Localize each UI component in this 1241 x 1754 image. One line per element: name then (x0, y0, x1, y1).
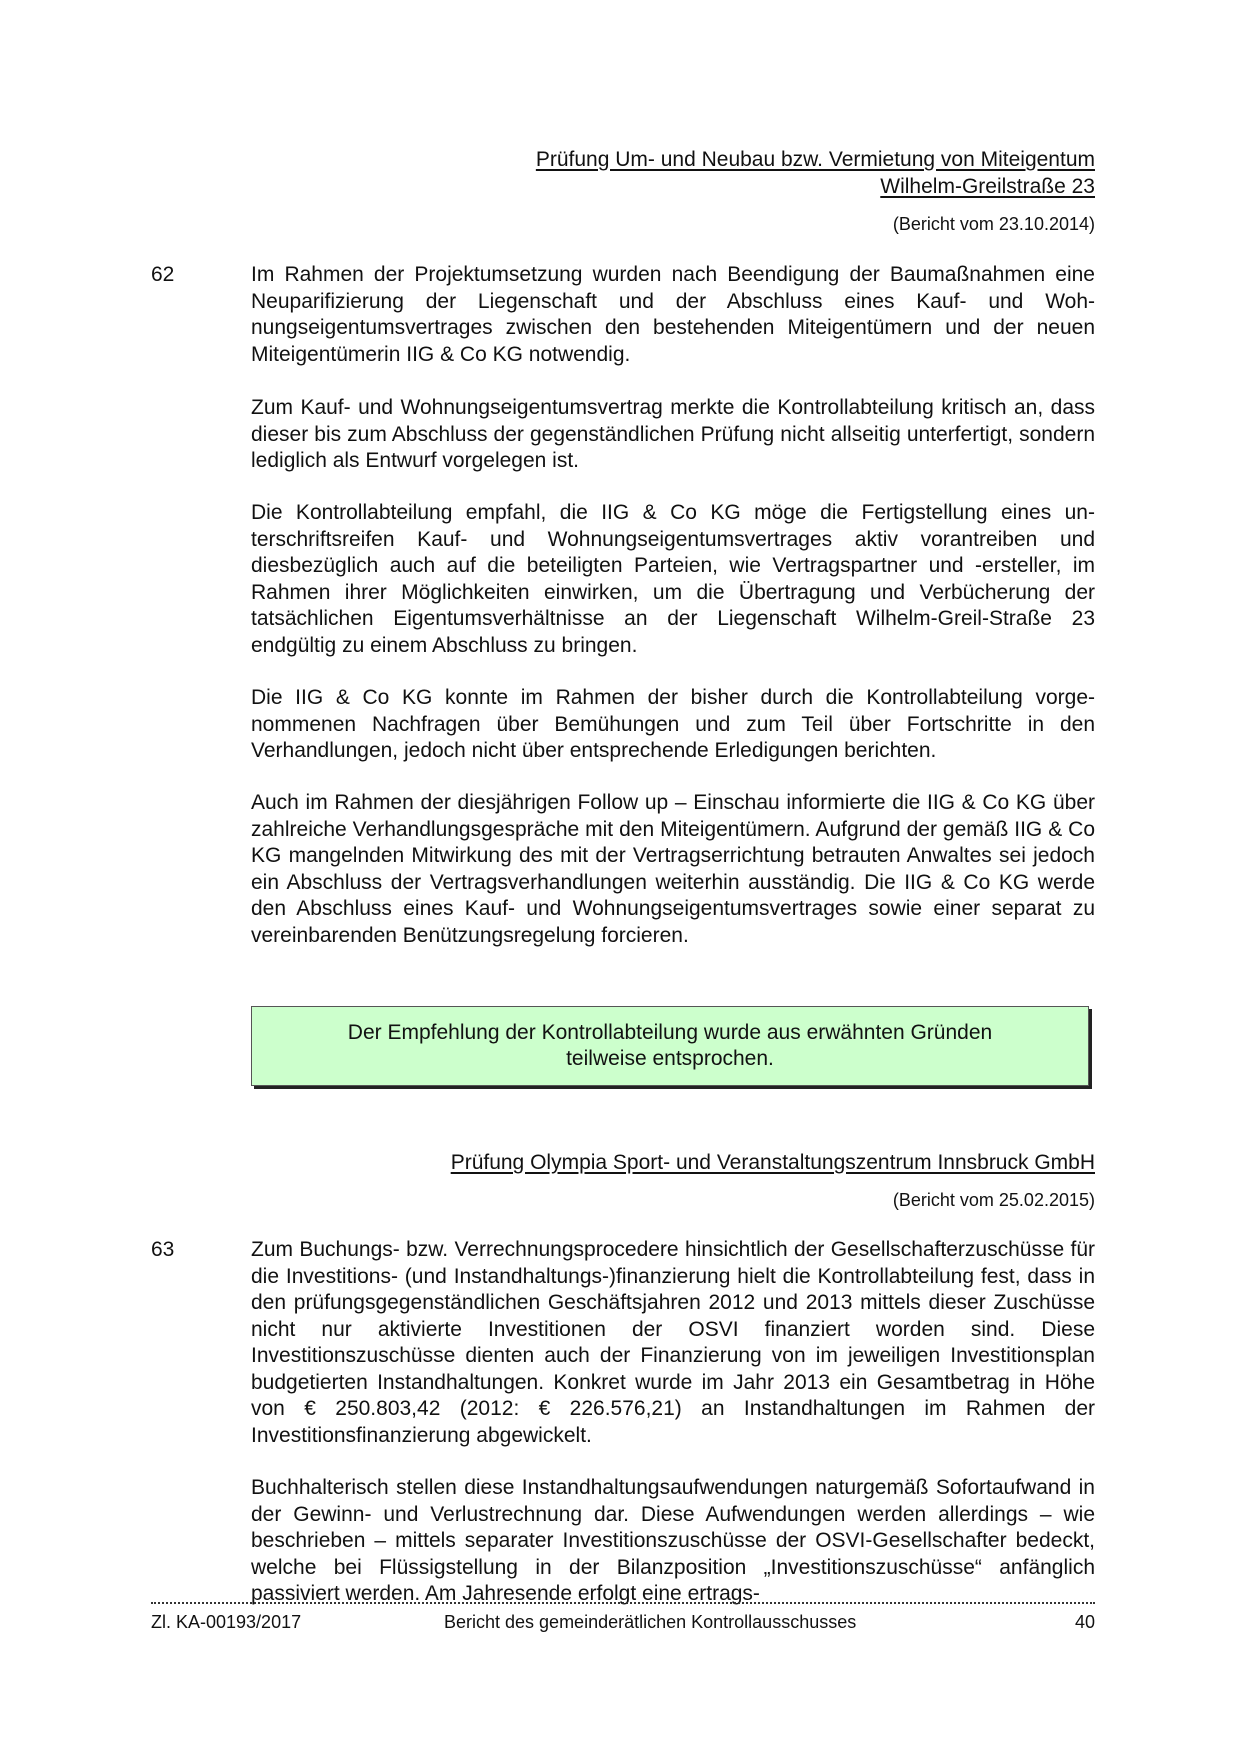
paragraph-number: 62 (151, 263, 175, 286)
paragraph-text: Buchhalterisch stellen diese Instandhaltungsaufwendungen naturgemäß Sofortaufwand in der Gewinn- und Verlustrechnung dar. Diese Aufwendungen werden allerdings – wie beschrieben – mittels separater Investitionszuschüsse der OSVI-Gesellschafter bedeckt, welche bei Flüssigstellung in der Bilanzposition „Investitionszuschüsse“ anfänglich passiviert werden. Am Jahresende erfolgt eine ertrags- (251, 1476, 1095, 1605)
footer-reference: Zl. KA-00193/2017 (151, 1612, 302, 1632)
recommendation-line-1: Der Empfehlung der Kontrollabteilung wurde aus erwähnten Gründen (347, 1020, 993, 1044)
paragraph-text: Zum Kauf- und Wohnungseigentumsvertrag merkte die Kontrollabteilung kritisch an, dass dieser bis zum Abschluss der gegenständlichen Prüfung nicht allseitig unterfertigt, sondern lediglich als Entwurf vorgelegen ist. (251, 396, 1095, 472)
section-heading-olympia (451, 1149, 1095, 1176)
report-date: (Bericht vom 25.02.2015) (892, 1190, 1095, 1210)
recommendation-line-2: teilweise entsprochen. (566, 1047, 774, 1070)
paragraph-text: Die IIG & Co KG konnte im Rahmen der bisher durch die Kontrollabteilung vorgenommenen Nachfragen über Bemühungen und zum Teil über Fortschritte in den Verhandlungen, jedoch nicht über entsprechende Erledigungen berichten. (251, 686, 1095, 762)
paragraph-text: Die Kontrollabteilung empfahl, die IIG & Co KG möge die Fertigstellung eines unterschriftsreifen Kauf- und Wohnungseigentumsvertrages aktiv vorantreiben und diesbezüglich auch auf die beteiligten Parteien, wie Vertragspartner und -ersteller, im Rahmen ihrer Möglichkeiten einwirken, um die Übertragung und Verbücherung der tatsächlichen Eigentumsverhältnisse an der Liegenschaft Wilhelm-Greil-Straße 23 endgültig zu einem Abschluss zu bringen. (251, 501, 1095, 657)
paragraph-text: Zum Buchungs- bzw. Verrechnungsprocedere hinsichtlich der Gesellschafterzuschüsse für die Investitions- (und Instandhaltungs-)finanzierung hielt die Kontrollabteilung fest, dass in den prüfungsgegenständlichen Geschäftsjahren 2012 und 2013 mittels dieser Zuschüsse nicht nur aktivierte Investitionen der OSVI finanziert worden sind. Diese Investitionszuschüsse dienten auch der Finanzierung von im jeweiligen Investitionsplan budgetierten Instandhaltungen. Konkret wurde im Jahr 2013 ein Gesamtbetrag in Höhe von € 250.803,42 (2012: € 226.576,21) an Instandhaltungen im Rahmen der Investitionsfinanzierung abgewickelt. (251, 1238, 1095, 1447)
section-heading-line-2: Wilhelm-Greilstraße 23 (880, 175, 1095, 198)
paragraph-number: 63 (151, 1238, 175, 1261)
report-date: (Bericht vom 23.10.2014) (892, 214, 1095, 234)
footer-title: Bericht des gemeinderätlichen Kontrollausschusses (444, 1612, 857, 1632)
footer-page-number: 40 (1074, 1612, 1095, 1632)
recommendation-box (251, 1006, 1089, 1086)
section-heading-line-1: Prüfung Um- und Neubau bzw. Vermietung von Miteigentum (535, 148, 1095, 171)
paragraph-text: Auch im Rahmen der diesjährigen Follow up – Einschau informierte die IIG & Co KG über zahlreiche Verhandlungsgespräche mit den Miteigentümern. Aufgrund der gemäß IIG & Co KG mangelnden Mitwirkung des mit der Vertragserrichtung betrauten Anwaltes sei jedoch ein Abschluss der Vertragsverhandlungen weiterhin ausständig. Die IIG & Co KG werde den Abschluss eines Kauf- und Wohnungseigentumsvertrages sowie einer separat zu vereinbarenden Benützungsregelung forcieren. (251, 791, 1095, 947)
footer-divider (151, 1602, 1095, 1604)
recommendation-text (348, 1020, 992, 1073)
section-heading-line-1: Prüfung Olympia Sport- und Veranstaltungszentrum Innsbruck GmbH (450, 1151, 1095, 1174)
paragraph-text: Im Rahmen der Projektumsetzung wurden nach Beendigung der Baumaßnahmen eine Neuparifizierung der Liegenschaft und der Abschluss eines Kauf- und Wohnungseigentumsvertrages zwischen den bestehenden Miteigentümern und der neuen Miteigentümerin IIG & Co KG notwendig. (251, 263, 1095, 366)
section-heading-miteigentum (536, 146, 1095, 200)
